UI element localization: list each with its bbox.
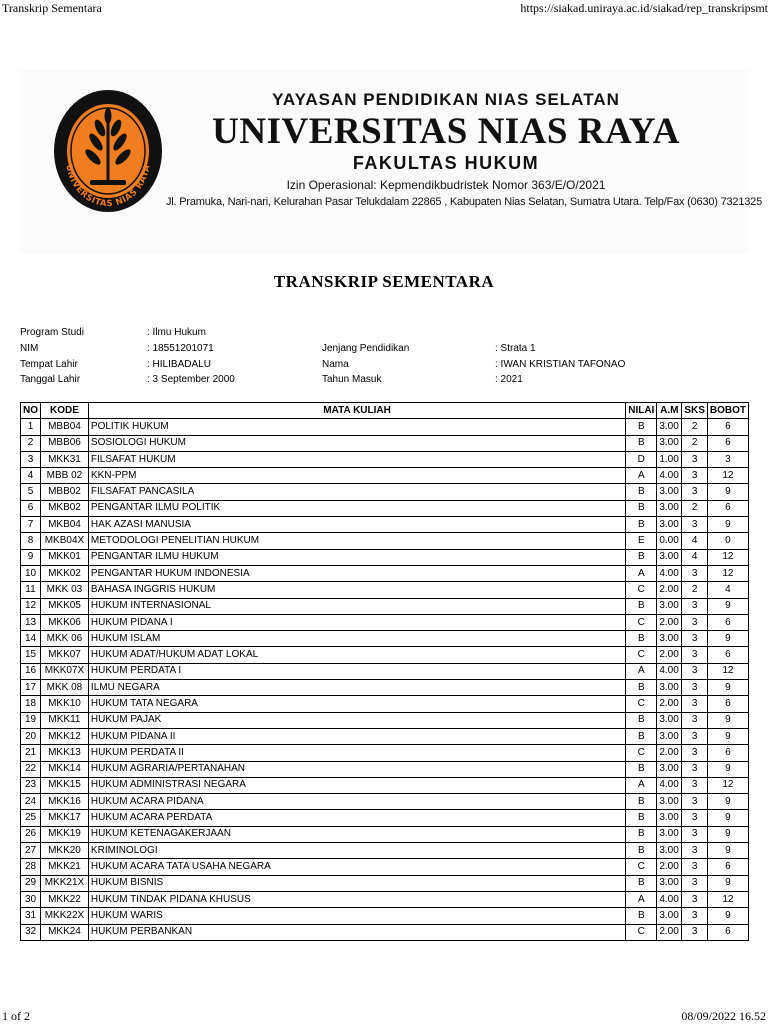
row-course: HUKUM WARIS [88,908,625,924]
row-no: 11 [21,582,41,598]
row-grade: B [626,826,657,842]
col-header-no: NO [21,403,41,419]
grades-table [20,402,749,941]
document-title: TRANSKRIP SEMENTARA [273,272,495,291]
row-no: 1 [21,419,41,435]
row-no: 19 [21,712,41,728]
row-grade: B [626,549,657,565]
row-grade: B [626,484,657,500]
row-weight: 12 [707,549,748,565]
table-row [21,924,749,940]
row-code: MKK13 [41,745,89,761]
table-row [21,794,749,810]
row-no: 23 [21,777,41,793]
row-code: MKK12 [41,728,89,744]
row-grade-point: 2.00 [657,745,682,761]
table-row [21,843,749,859]
table-row [21,598,749,614]
row-no: 18 [21,696,41,712]
program-label: Program Studi [20,327,84,338]
logo-text: UNIVERSITAS NIAS RAYA [63,163,153,210]
nim-value: : 18551201071 [147,343,214,354]
birthdate-label: Tanggal Lahir [20,374,81,385]
row-grade: B [626,712,657,728]
row-weight: 9 [707,484,748,500]
row-course: HUKUM PERDATA II [88,745,625,761]
row-weight: 4 [707,582,748,598]
row-course: HUKUM ADMINISTRASI NEGARA [88,777,625,793]
row-grade-point: 3.00 [657,794,682,810]
row-credits: 3 [682,875,708,891]
operational-permit: Izin Operasional: Kepmendikbudristek Nomor 363/E/O/2021 [286,178,606,192]
table-row [21,875,749,891]
row-credits: 3 [682,647,708,663]
row-grade-point: 3.00 [657,419,682,435]
row-grade-point: 3.00 [657,728,682,744]
row-weight: 6 [707,614,748,630]
table-row [21,680,749,696]
university-name: UNIVERSITAS NIAS RAYA [212,111,680,152]
row-credits: 2 [682,582,708,598]
table-row [21,468,749,484]
row-course: HUKUM ACARA PERDATA [88,810,625,826]
row-grade-point: 3.00 [657,875,682,891]
row-credits: 2 [682,435,708,451]
col-header-weight: BOBOT [707,403,748,419]
name-label: Nama [322,359,349,370]
row-weight: 6 [707,647,748,663]
row-credits: 3 [682,891,708,907]
row-grade-point: 4.00 [657,565,682,581]
row-grade-point: 1.00 [657,451,682,467]
row-weight: 9 [707,598,748,614]
name-value: : IWAN KRISTIAN TAFONAO [495,359,626,370]
table-row [21,745,749,761]
row-code: MKK21 [41,859,89,875]
row-credits: 3 [682,598,708,614]
col-header-course: MATA KULIAH [88,403,625,419]
row-course: PENGANTAR ILMU POLITIK [88,500,625,516]
row-weight: 12 [707,663,748,679]
row-course: FILSAFAT PANCASILA [88,484,625,500]
row-grade-point: 3.00 [657,517,682,533]
row-credits: 3 [682,680,708,696]
row-grade: B [626,843,657,859]
year-value: : 2021 [495,374,523,385]
row-no: 31 [21,908,41,924]
col-header-grade: NILAI [626,403,657,419]
row-credits: 3 [682,696,708,712]
row-credits: 3 [682,924,708,940]
row-grade: C [626,614,657,630]
row-grade: B [626,875,657,891]
row-grade: B [626,728,657,744]
table-row [21,891,749,907]
table-row [21,614,749,630]
row-no: 7 [21,517,41,533]
row-credits: 2 [682,419,708,435]
row-grade: B [626,680,657,696]
row-grade: B [626,419,657,435]
row-weight: 6 [707,745,748,761]
row-grade: B [626,435,657,451]
row-code: MKK22X [41,908,89,924]
row-no: 28 [21,859,41,875]
table-row [21,777,749,793]
row-grade: D [626,451,657,467]
row-weight: 9 [707,875,748,891]
table-row [21,451,749,467]
row-weight: 9 [707,680,748,696]
row-grade-point: 3.00 [657,810,682,826]
row-credits: 3 [682,908,708,924]
faculty-name: FAKULTAS HUKUM [352,153,540,173]
row-weight: 0 [707,533,748,549]
row-credits: 4 [682,549,708,565]
table-row [21,663,749,679]
row-course: FILSAFAT HUKUM [88,451,625,467]
row-grade-point: 3.00 [657,631,682,647]
row-code: MKK 08 [41,680,89,696]
row-weight: 9 [707,712,748,728]
row-grade-point: 4.00 [657,891,682,907]
row-code: MKB04X [41,533,89,549]
row-course: HUKUM PIDANA II [88,728,625,744]
row-weight: 6 [707,419,748,435]
row-course: HUKUM ACARA PIDANA [88,794,625,810]
university-address: Jl. Pramuka, Nari-nari, Kelurahan Pasar Telukdalam 22865 , Kabupaten Nias Selatan, Sumatra Utara. Telp/Fax (0630) 7321325 [166,196,763,208]
row-code: MBB02 [41,484,89,500]
row-grade: C [626,582,657,598]
row-grade-point: 2.00 [657,696,682,712]
row-grade: A [626,777,657,793]
row-no: 2 [21,435,41,451]
row-credits: 3 [682,468,708,484]
row-grade: A [626,468,657,484]
row-grade-point: 4.00 [657,663,682,679]
birthplace-value: : HILIBADALU [147,359,211,370]
row-credits: 3 [682,810,708,826]
row-course: POLITIK HUKUM [88,419,625,435]
table-row [21,647,749,663]
row-grade: B [626,500,657,516]
row-credits: 2 [682,500,708,516]
row-no: 26 [21,826,41,842]
row-code: MKK15 [41,777,89,793]
row-grade-point: 0.00 [657,533,682,549]
row-weight: 9 [707,728,748,744]
row-grade-point: 3.00 [657,484,682,500]
row-grade: B [626,908,657,924]
row-grade: B [626,631,657,647]
row-no: 22 [21,761,41,777]
row-no: 27 [21,843,41,859]
row-course: METODOLOGI PENELITIAN HUKUM [88,533,625,549]
row-grade-point: 3.00 [657,843,682,859]
row-no: 6 [21,500,41,516]
foundation-name: YAYASAN PENDIDIKAN NIAS SELATAN [272,90,620,109]
row-code: MKK17 [41,810,89,826]
row-grade-point: 3.00 [657,598,682,614]
row-grade-point: 3.00 [657,500,682,516]
table-row [21,908,749,924]
birthplace-label: Tempat Lahir [20,359,78,370]
row-course: PENGANTAR ILMU HUKUM [88,549,625,565]
row-code: MBB06 [41,435,89,451]
row-weight: 6 [707,500,748,516]
row-weight: 9 [707,631,748,647]
row-course: HUKUM KETENAGAKERJAAN [88,826,625,842]
row-grade: B [626,598,657,614]
row-code: MKK11 [41,712,89,728]
row-grade-point: 2.00 [657,614,682,630]
table-row [21,826,749,842]
row-weight: 12 [707,891,748,907]
table-row [21,859,749,875]
row-no: 32 [21,924,41,940]
row-credits: 3 [682,484,708,500]
row-code: MKK 03 [41,582,89,598]
row-grade-point: 3.00 [657,549,682,565]
row-no: 20 [21,728,41,744]
row-course: HAK AZASI MANUSIA [88,517,625,533]
row-course: BAHASA INGGRIS HUKUM [88,582,625,598]
print-page-title: Transkrip Sementara [2,1,102,15]
print-footer [0,1008,768,1024]
birthdate-value: : 3 September 2000 [147,374,235,385]
row-no: 29 [21,875,41,891]
col-header-code: KODE [41,403,89,419]
table-row [21,712,749,728]
row-grade: A [626,891,657,907]
row-grade-point: 2.00 [657,924,682,940]
row-code: MKK05 [41,598,89,614]
row-course: HUKUM TATA NEGARA [88,696,625,712]
row-weight: 6 [707,924,748,940]
row-grade: B [626,517,657,533]
row-no: 12 [21,598,41,614]
row-credits: 3 [682,517,708,533]
row-credits: 3 [682,631,708,647]
row-course: HUKUM BISNIS [88,875,625,891]
row-weight: 9 [707,794,748,810]
row-grade-point: 3.00 [657,435,682,451]
row-course: HUKUM ACARA TATA USAHA NEGARA [88,859,625,875]
row-weight: 6 [707,696,748,712]
row-code: MKK19 [41,826,89,842]
row-weight: 9 [707,810,748,826]
row-credits: 3 [682,663,708,679]
table-row [21,500,749,516]
table-row [21,582,749,598]
row-code: MBB04 [41,419,89,435]
table-row [21,549,749,565]
row-no: 16 [21,663,41,679]
row-grade: C [626,647,657,663]
row-code: MKB02 [41,500,89,516]
row-grade: E [626,533,657,549]
row-course: HUKUM PAJAK [88,712,625,728]
row-code: MKK16 [41,794,89,810]
table-row [21,484,749,500]
row-course: HUKUM ADAT/HUKUM ADAT LOKAL [88,647,625,663]
row-course: KKN-PPM [88,468,625,484]
row-credits: 4 [682,533,708,549]
row-grade: B [626,794,657,810]
row-course: HUKUM ISLAM [88,631,625,647]
row-weight: 12 [707,777,748,793]
col-header-credits: SKS [682,403,708,419]
row-grade-point: 2.00 [657,582,682,598]
row-credits: 3 [682,728,708,744]
row-code: MKK07X [41,663,89,679]
print-datetime: 08/09/2022 16.52 [681,1009,766,1023]
row-course: HUKUM TINDAK PIDANA KHUSUS [88,891,625,907]
row-no: 25 [21,810,41,826]
row-code: MKK22 [41,891,89,907]
table-header-row [21,403,749,419]
row-credits: 3 [682,565,708,581]
university-logo [52,88,164,214]
row-weight: 6 [707,859,748,875]
row-grade-point: 4.00 [657,777,682,793]
row-course: KRIMINOLOGI [88,843,625,859]
row-grade-point: 3.00 [657,826,682,842]
table-row [21,435,749,451]
row-credits: 3 [682,859,708,875]
row-no: 5 [21,484,41,500]
row-grade-point: 3.00 [657,761,682,777]
row-course: HUKUM PIDANA I [88,614,625,630]
row-credits: 3 [682,794,708,810]
grades-table-body [21,419,749,941]
row-credits: 3 [682,761,708,777]
table-row [21,696,749,712]
row-code: MKK02 [41,565,89,581]
row-code: MKK24 [41,924,89,940]
row-weight: 9 [707,908,748,924]
program-value: : Ilmu Hukum [147,327,206,338]
row-no: 4 [21,468,41,484]
row-weight: 12 [707,565,748,581]
row-weight: 9 [707,826,748,842]
row-course: SOSIOLOGI HUKUM [88,435,625,451]
row-no: 15 [21,647,41,663]
row-grade: C [626,924,657,940]
level-label: Jenjang Pendidikan [322,343,410,354]
table-row [21,419,749,435]
row-grade: B [626,761,657,777]
row-no: 17 [21,680,41,696]
table-row [21,565,749,581]
row-code: MKK01 [41,549,89,565]
row-weight: 12 [707,468,748,484]
row-weight: 6 [707,435,748,451]
row-code: MKK06 [41,614,89,630]
table-row [21,533,749,549]
row-course: HUKUM PERBANKAN [88,924,625,940]
row-credits: 3 [682,826,708,842]
print-header [0,0,768,18]
row-no: 10 [21,565,41,581]
print-page-url: https://siakad.uniraya.ac.id/siakad/rep_transkripsmt [520,1,768,15]
row-no: 21 [21,745,41,761]
table-row [21,631,749,647]
row-course: HUKUM INTERNASIONAL [88,598,625,614]
row-weight: 9 [707,761,748,777]
row-no: 8 [21,533,41,549]
row-weight: 9 [707,517,748,533]
row-grade: C [626,745,657,761]
nim-label: NIM [20,343,39,354]
row-course: ILMU NEGARA [88,680,625,696]
row-no: 24 [21,794,41,810]
row-grade-point: 4.00 [657,468,682,484]
print-page-number: 1 of 2 [2,1009,30,1023]
table-row [21,517,749,533]
col-header-grade-point: A.M [657,403,682,419]
level-value: : Strata 1 [495,343,536,354]
row-no: 9 [21,549,41,565]
row-grade-point: 2.00 [657,647,682,663]
row-credits: 3 [682,614,708,630]
row-credits: 3 [682,777,708,793]
row-grade: B [626,810,657,826]
row-grade: A [626,663,657,679]
row-weight: 3 [707,451,748,467]
row-grade: C [626,696,657,712]
row-credits: 3 [682,843,708,859]
row-code: MKB04 [41,517,89,533]
row-no: 13 [21,614,41,630]
row-grade: C [626,859,657,875]
row-code: MKK20 [41,843,89,859]
row-no: 14 [21,631,41,647]
row-grade-point: 3.00 [657,680,682,696]
row-code: MKK 06 [41,631,89,647]
row-code: MKK07 [41,647,89,663]
year-label: Tahun Masuk [322,374,382,385]
row-credits: 3 [682,712,708,728]
row-code: MKK31 [41,451,89,467]
row-code: MBB 02 [41,468,89,484]
row-code: MKK10 [41,696,89,712]
row-grade-point: 3.00 [657,712,682,728]
table-row [21,728,749,744]
row-credits: 3 [682,745,708,761]
table-row [21,761,749,777]
row-grade: A [626,565,657,581]
row-grade-point: 3.00 [657,908,682,924]
row-grade-point: 2.00 [657,859,682,875]
row-credits: 3 [682,451,708,467]
row-code: MKK21X [41,875,89,891]
row-course: HUKUM PERDATA I [88,663,625,679]
letterhead-text [166,90,763,209]
table-row [21,810,749,826]
row-code: MKK14 [41,761,89,777]
row-no: 30 [21,891,41,907]
row-no: 3 [21,451,41,467]
row-weight: 9 [707,843,748,859]
row-course: PENGANTAR HUKUM INDONESIA [88,565,625,581]
row-course: HUKUM AGRARIA/PERTANAHAN [88,761,625,777]
